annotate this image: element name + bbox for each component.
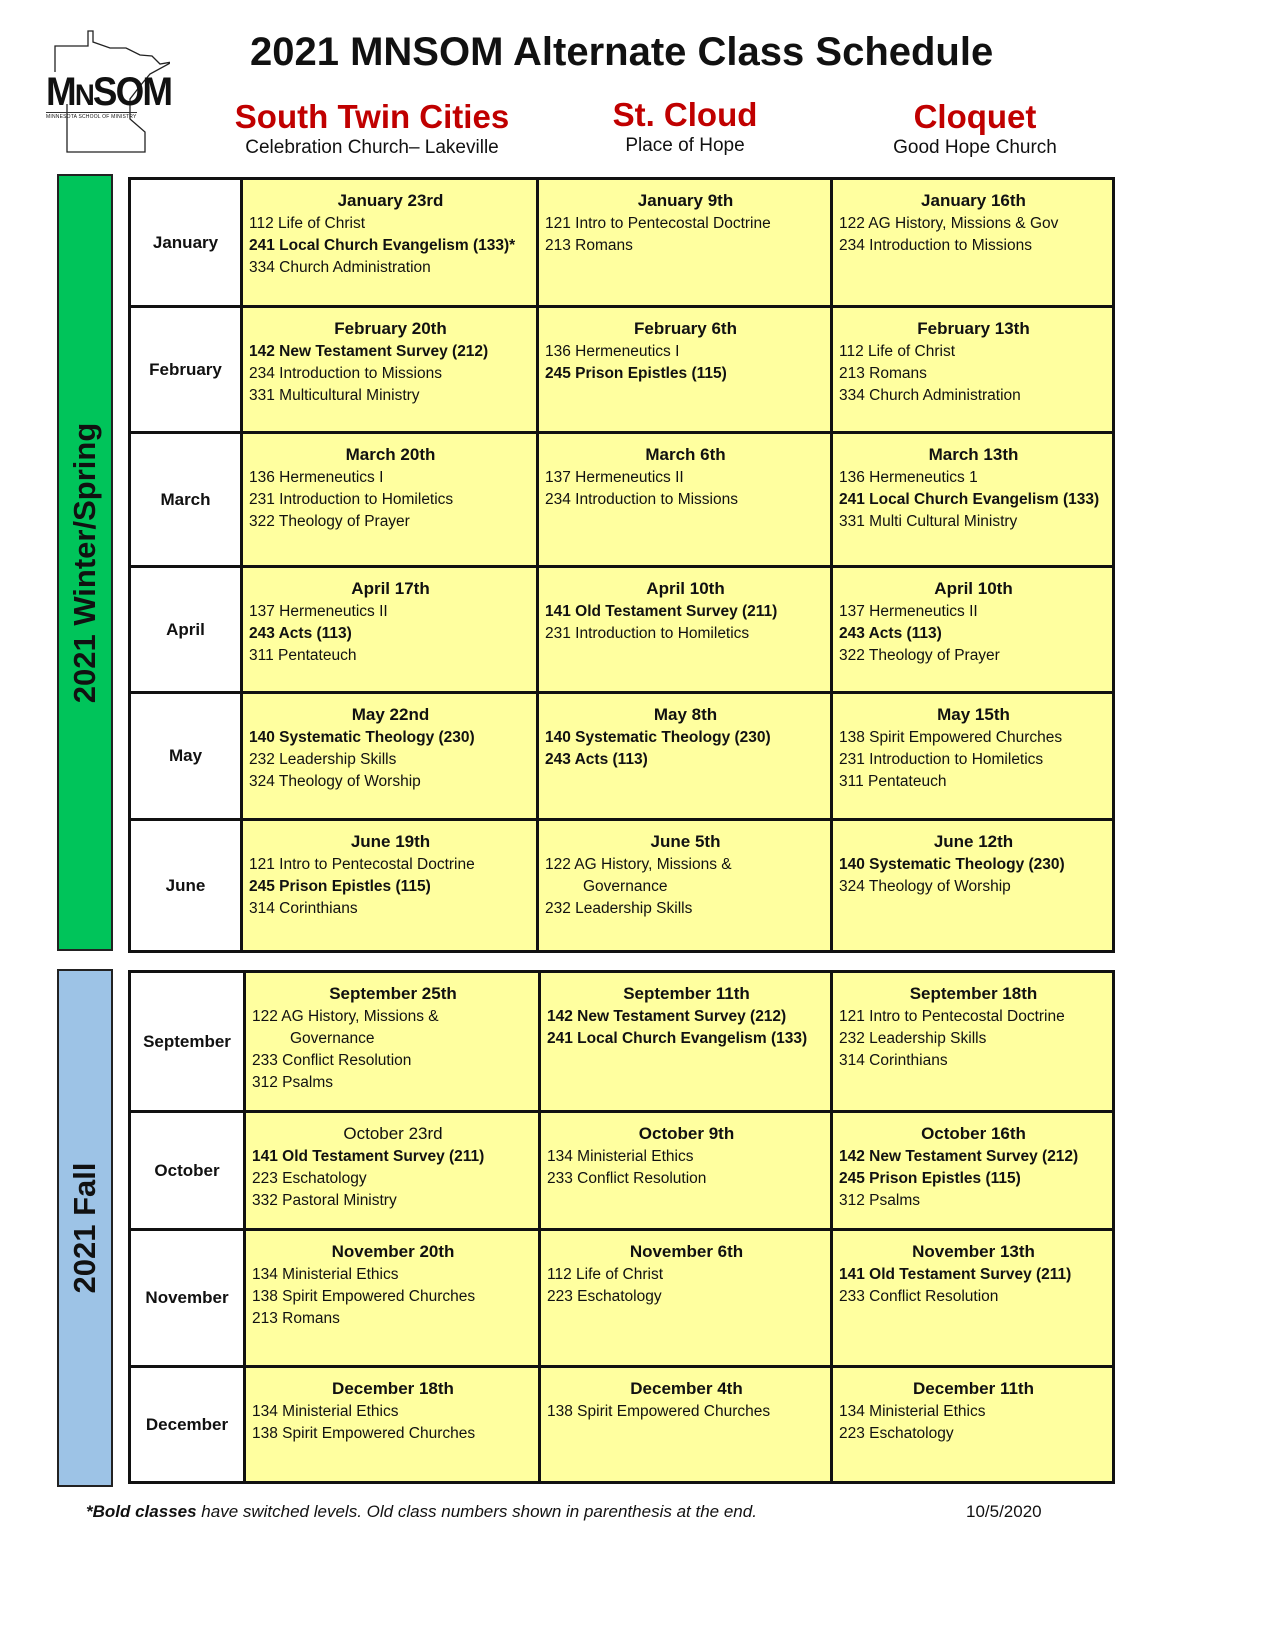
class-line: 213 Romans <box>839 365 927 382</box>
month-row-september <box>130 972 1114 1112</box>
class-cell <box>242 307 538 433</box>
class-cell <box>538 567 832 693</box>
class-line: 332 Pastoral Ministry <box>252 1192 397 1209</box>
class-line: 137 Hermeneutics II <box>839 603 978 620</box>
class-line: 137 Hermeneutics II <box>545 469 684 486</box>
month-row-november <box>130 1230 1114 1367</box>
class-line: 112 Life of Christ <box>839 343 956 360</box>
class-cell <box>242 693 538 820</box>
class-line: 142 New Testament Survey (212) <box>547 1008 787 1025</box>
class-cell <box>832 1230 1114 1367</box>
class-line: 142 New Testament Survey (212) <box>839 1148 1079 1165</box>
class-line: 213 Romans <box>545 237 633 254</box>
class-date: October 9th <box>638 1124 735 1143</box>
location-venue: Good Hope Church <box>893 137 1057 158</box>
location-name: South Twin Cities <box>234 98 510 135</box>
class-date: April 10th <box>934 579 1013 598</box>
section-label-text: 2021 Winter/Spring <box>67 422 102 703</box>
class-date: September 25th <box>329 984 457 1003</box>
class-cell <box>832 433 1114 567</box>
class-date: June 19th <box>350 832 431 851</box>
class-line: 122 AG History, Missions & <box>545 856 732 873</box>
class-cell <box>242 179 538 307</box>
class-line: 243 Acts (113) <box>839 625 942 642</box>
location-name: St. Cloud <box>612 96 758 133</box>
month-row-october <box>130 1112 1114 1230</box>
class-line: 231 Introduction to Homiletics <box>249 491 454 508</box>
class-line: 122 AG History, Missions & Gov <box>839 215 1059 232</box>
month-label: September <box>130 972 245 1112</box>
class-line: 223 Eschatology <box>547 1288 662 1305</box>
class-line: 241 Local Church Evangelism (133) <box>839 491 1100 508</box>
month-row-march <box>130 433 1114 567</box>
class-line: 245 Prison Epistles (115) <box>839 1170 1021 1187</box>
class-line: 314 Corinthians <box>839 1052 948 1069</box>
class-line: 324 Theology of Worship <box>249 773 421 790</box>
footer-note <box>86 1502 757 1522</box>
class-date: May 22nd <box>351 705 430 724</box>
class-date: February 20th <box>334 319 447 338</box>
class-line: 233 Conflict Resolution <box>252 1052 412 1069</box>
class-date: January 9th <box>637 191 734 210</box>
class-line: 322 Theology of Prayer <box>839 647 1000 664</box>
class-line: 233 Conflict Resolution <box>547 1170 707 1187</box>
class-line: 311 Pentateuch <box>839 773 947 790</box>
section-label-fall <box>57 969 113 1487</box>
month-row-january <box>130 179 1114 307</box>
class-line: 223 Eschatology <box>839 1425 954 1442</box>
class-line: 140 Systematic Theology (230) <box>249 729 475 746</box>
class-line: 331 Multi Cultural Ministry <box>839 513 1018 530</box>
class-line: 140 Systematic Theology (230) <box>545 729 771 746</box>
class-cell <box>540 1112 832 1230</box>
class-line: 245 Prison Epistles (115) <box>249 878 431 895</box>
class-line: 140 Systematic Theology (230) <box>839 856 1065 873</box>
class-cell <box>832 972 1114 1112</box>
class-line: 233 Conflict Resolution <box>839 1288 999 1305</box>
class-date: November 20th <box>331 1242 455 1261</box>
month-row-may <box>130 693 1114 820</box>
class-date: October 16th <box>921 1124 1026 1143</box>
month-label: April <box>130 567 242 693</box>
class-date: October 23rd <box>343 1124 443 1143</box>
class-line: 138 Spirit Empowered Churches <box>252 1288 476 1305</box>
class-line: Governance <box>290 1030 375 1047</box>
class-cell <box>242 567 538 693</box>
class-date: February 6th <box>634 319 737 338</box>
section-label-text: 2021 Fall <box>67 1162 102 1294</box>
class-line: 234 Introduction to Missions <box>839 237 1032 254</box>
class-line: 331 Multicultural Ministry <box>249 387 420 404</box>
class-date: March 6th <box>645 445 726 464</box>
class-date: December 18th <box>332 1379 454 1398</box>
class-cell <box>832 1367 1114 1483</box>
month-label: February <box>130 307 242 433</box>
month-label: November <box>130 1230 245 1367</box>
class-cell <box>832 307 1114 433</box>
location-venue: Celebration Church– Lakeville <box>245 137 499 158</box>
month-label: June <box>130 820 242 952</box>
class-line: 138 Spirit Empowered Churches <box>252 1425 476 1442</box>
class-line: 122 AG History, Missions & <box>252 1008 439 1025</box>
class-line: 314 Corinthians <box>249 900 358 917</box>
location-cloquet <box>855 98 1095 160</box>
revision-date: 10/5/2020 <box>966 1502 1042 1521</box>
mnsom-logo: MNSOM MINNESOTA SCHOOL OF MINISTRY <box>40 24 170 154</box>
class-line: 311 Pentateuch <box>249 647 357 664</box>
class-cell <box>540 1367 832 1483</box>
class-line: 232 Leadership Skills <box>545 900 693 917</box>
class-line: 243 Acts (113) <box>249 625 352 642</box>
class-line: 141 Old Testament Survey (211) <box>252 1148 485 1165</box>
class-line: 231 Introduction to Homiletics <box>839 751 1044 768</box>
month-label: December <box>130 1367 245 1483</box>
class-line: Governance <box>583 878 668 895</box>
class-line: 334 Church Administration <box>839 387 1021 404</box>
class-date: April 10th <box>646 579 725 598</box>
month-row-february <box>130 307 1114 433</box>
class-cell <box>832 1112 1114 1230</box>
class-cell <box>832 179 1114 307</box>
class-line: 134 Ministerial Ethics <box>252 1403 399 1420</box>
month-label: May <box>130 693 242 820</box>
class-cell <box>832 820 1114 952</box>
class-line: 322 Theology of Prayer <box>249 513 410 530</box>
class-line: 223 Eschatology <box>252 1170 367 1187</box>
class-line: 121 Intro to Pentecostal Doctrine <box>545 215 771 232</box>
class-line: 324 Theology of Worship <box>839 878 1011 895</box>
class-line: 232 Leadership Skills <box>249 751 397 768</box>
class-date: March 13th <box>928 445 1019 464</box>
month-label: January <box>130 179 242 307</box>
schedule-table-fall <box>128 970 1115 1484</box>
class-cell <box>245 1112 540 1230</box>
class-line: 142 New Testament Survey (212) <box>249 343 489 360</box>
class-line: 234 Introduction to Missions <box>249 365 442 382</box>
class-line: 241 Local Church Evangelism (133) <box>547 1030 808 1047</box>
footer-bold: *Bold classes <box>86 1502 197 1521</box>
class-date: January 16th <box>921 191 1026 210</box>
class-line: 232 Leadership Skills <box>839 1030 987 1047</box>
location-name: Cloquet <box>913 98 1037 135</box>
month-row-june <box>130 820 1114 952</box>
class-date: June 12th <box>933 832 1014 851</box>
class-line: 334 Church Administration <box>249 259 431 276</box>
month-label: March <box>130 433 242 567</box>
class-line: 241 Local Church Evangelism (133)* <box>249 237 516 254</box>
class-line: 136 Hermeneutics I <box>545 343 680 360</box>
class-line: 245 Prison Epistles (115) <box>545 365 727 382</box>
class-date: September 18th <box>909 984 1038 1003</box>
page-title: 2021 MNSOM Alternate Class Schedule <box>250 30 994 74</box>
class-cell <box>538 433 832 567</box>
location-venue: Place of Hope <box>625 135 745 156</box>
class-cell <box>538 820 832 952</box>
class-line: 141 Old Testament Survey (211) <box>839 1266 1072 1283</box>
class-cell <box>538 307 832 433</box>
schedule-table-winter-spring <box>128 177 1115 953</box>
class-cell <box>538 179 832 307</box>
class-cell <box>245 972 540 1112</box>
class-date: May 8th <box>653 705 718 724</box>
class-date: May 15th <box>937 705 1010 724</box>
class-line: 312 Psalms <box>839 1192 920 1209</box>
class-date: December 4th <box>630 1379 743 1398</box>
class-date: February 13th <box>917 319 1030 338</box>
footer-rest: have switched levels. Old class numbers shown in parenthesis at the end. <box>196 1502 757 1521</box>
class-date: March 20th <box>345 445 436 464</box>
class-cell <box>245 1367 540 1483</box>
class-date: November 6th <box>629 1242 744 1261</box>
class-line: 136 Hermeneutics 1 <box>839 469 978 486</box>
class-cell <box>245 1230 540 1367</box>
class-cell <box>538 693 832 820</box>
location-st-cloud <box>565 96 805 158</box>
class-line: 134 Ministerial Ethics <box>839 1403 986 1420</box>
class-line: 243 Acts (113) <box>545 751 648 768</box>
class-cell <box>242 433 538 567</box>
class-cell <box>832 567 1114 693</box>
month-label: October <box>130 1112 245 1230</box>
class-cell <box>540 1230 832 1367</box>
class-line: 112 Life of Christ <box>249 215 366 232</box>
class-line: 138 Spirit Empowered Churches <box>547 1403 771 1420</box>
class-date: June 5th <box>650 832 721 851</box>
class-date: April 17th <box>351 579 430 598</box>
class-line: 234 Introduction to Missions <box>545 491 738 508</box>
class-line: 231 Introduction to Homiletics <box>545 625 750 642</box>
class-line: 121 Intro to Pentecostal Doctrine <box>249 856 475 873</box>
class-cell <box>242 820 538 952</box>
class-cell <box>540 972 832 1112</box>
section-label-winter-spring <box>57 174 113 951</box>
class-line: 112 Life of Christ <box>547 1266 664 1283</box>
class-line: 134 Ministerial Ethics <box>547 1148 694 1165</box>
class-date: December 11th <box>913 1379 1034 1398</box>
class-line: 137 Hermeneutics II <box>249 603 388 620</box>
month-row-april <box>130 567 1114 693</box>
class-line: 312 Psalms <box>252 1074 333 1091</box>
class-line: 136 Hermeneutics I <box>249 469 384 486</box>
class-line: 138 Spirit Empowered Churches <box>839 729 1063 746</box>
month-row-december <box>130 1367 1114 1483</box>
class-line: 213 Romans <box>252 1310 340 1327</box>
class-date: September 11th <box>623 984 750 1003</box>
class-line: 134 Ministerial Ethics <box>252 1266 399 1283</box>
class-line: 141 Old Testament Survey (211) <box>545 603 778 620</box>
class-date: January 23rd <box>337 191 444 210</box>
class-date: November 13th <box>912 1242 1035 1261</box>
location-south-twin-cities <box>232 98 512 160</box>
class-line: 121 Intro to Pentecostal Doctrine <box>839 1008 1065 1025</box>
class-cell <box>832 693 1114 820</box>
